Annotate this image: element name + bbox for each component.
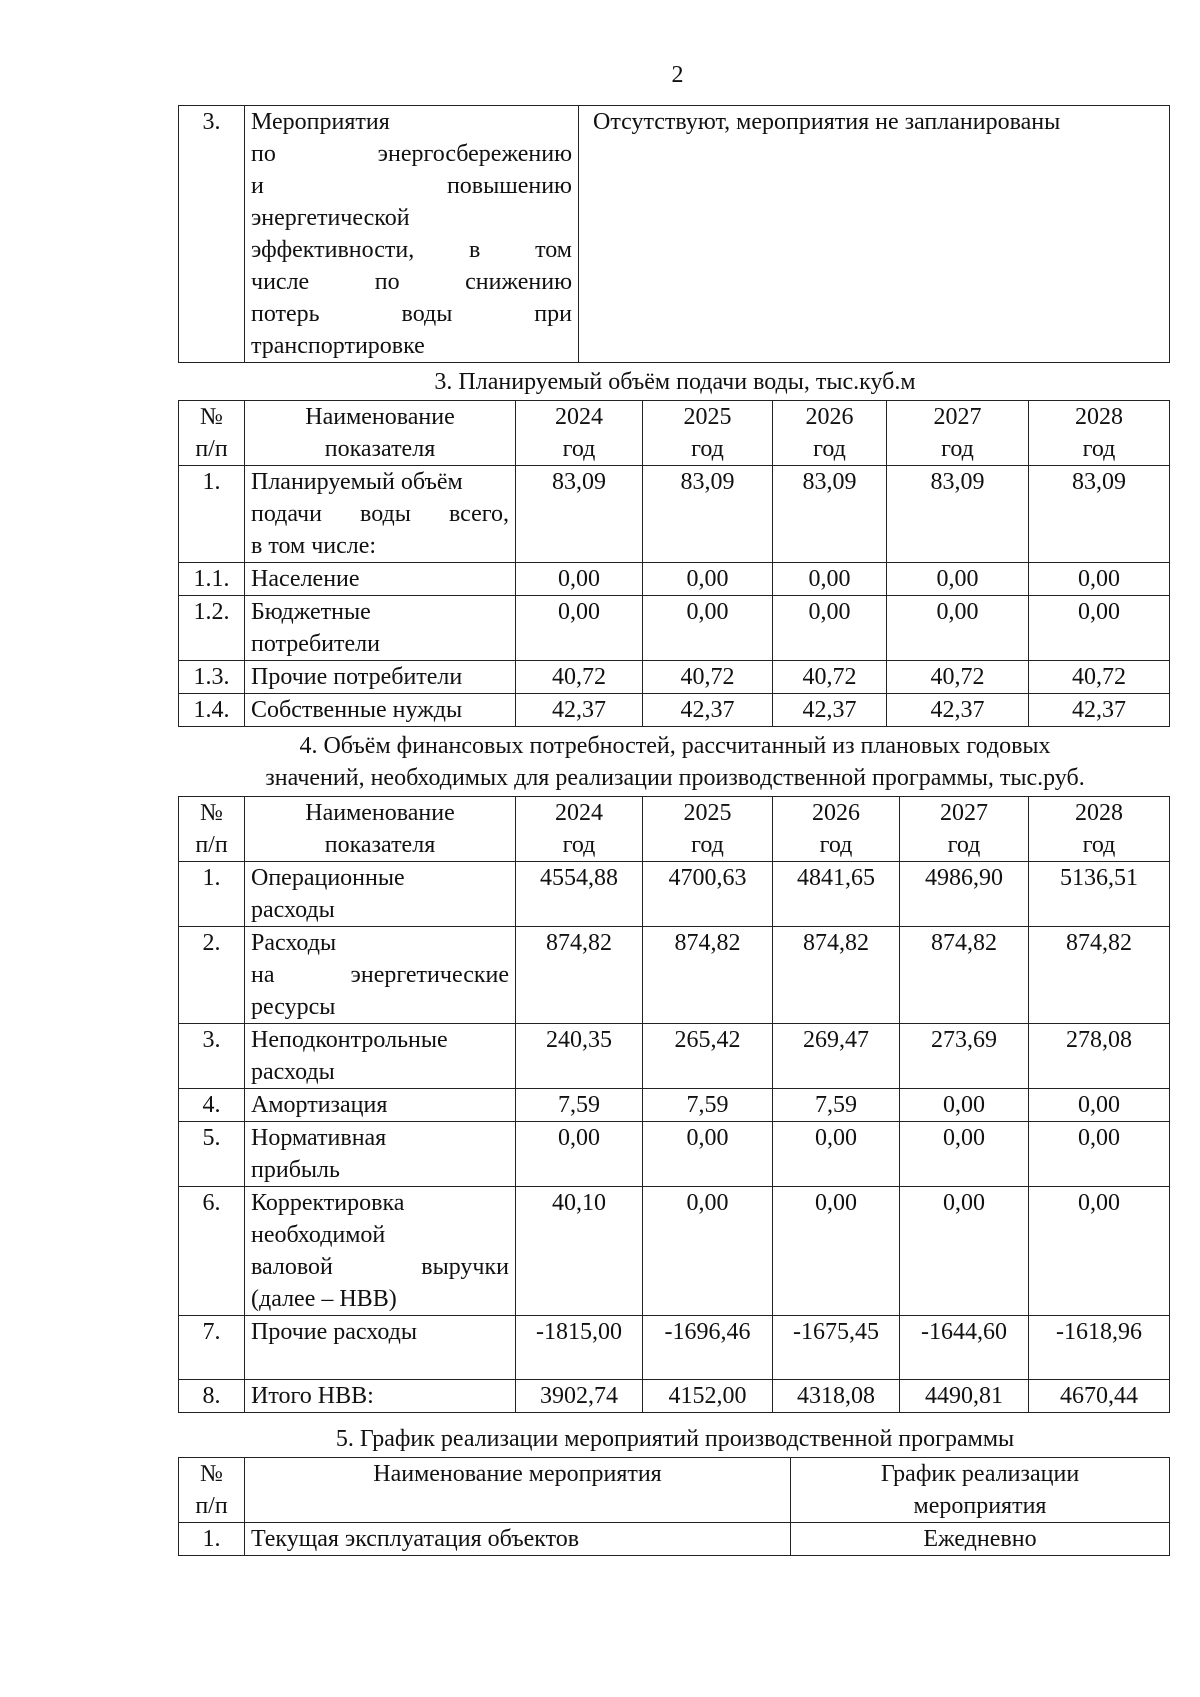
section4-title-line: значений, необходимых для реализации производственной программы, тыс.руб. bbox=[265, 765, 1085, 791]
table-row bbox=[179, 563, 1170, 596]
row-number: 1.4. bbox=[179, 694, 245, 727]
value-cell: 874,82 bbox=[1029, 927, 1170, 1024]
value-cell: 42,37 bbox=[887, 694, 1029, 727]
value-cell: 0,00 bbox=[516, 1122, 643, 1187]
table-row bbox=[179, 1187, 1170, 1316]
table-row bbox=[179, 1122, 1170, 1187]
measure-name bbox=[245, 106, 579, 363]
value-cell: 83,09 bbox=[516, 466, 643, 563]
schedule-value: Ежедневно bbox=[791, 1523, 1170, 1556]
row-number: 1.1. bbox=[179, 563, 245, 596]
header-schedule: График реализации мероприятия bbox=[791, 1458, 1170, 1523]
value-cell: 40,10 bbox=[516, 1187, 643, 1316]
header-num: № п/п bbox=[179, 797, 245, 862]
value-cell: 273,69 bbox=[900, 1024, 1029, 1089]
row-number: 5. bbox=[179, 1122, 245, 1187]
value-cell: 0,00 bbox=[773, 1187, 900, 1316]
value-cell: 40,72 bbox=[643, 661, 773, 694]
value-cell: 4554,88 bbox=[516, 862, 643, 927]
value-cell: 42,37 bbox=[516, 694, 643, 727]
row-name: Население bbox=[245, 563, 516, 596]
row-name: Амортизация bbox=[245, 1089, 516, 1122]
header-year: 2027 год bbox=[887, 401, 1029, 466]
value-cell: 0,00 bbox=[643, 1122, 773, 1187]
page-number: 2 bbox=[671, 62, 684, 88]
name-line: и повышению bbox=[251, 173, 572, 199]
row-number: 4. bbox=[179, 1089, 245, 1122]
value-cell: 240,35 bbox=[516, 1024, 643, 1089]
table-row bbox=[179, 694, 1170, 727]
value-cell: -1815,00 bbox=[516, 1316, 643, 1380]
row-number: 1. bbox=[179, 862, 245, 927]
value-cell: 874,82 bbox=[516, 927, 643, 1024]
value-cell: 0,00 bbox=[643, 563, 773, 596]
value-cell: 0,00 bbox=[1029, 563, 1170, 596]
section3-title: 3. Планируемый объём подачи воды, тыс.куб.м bbox=[434, 369, 916, 395]
header-year: 2025 год bbox=[643, 401, 773, 466]
value-cell: 40,72 bbox=[1029, 661, 1170, 694]
header-year: 2024 год bbox=[516, 797, 643, 862]
header-year: 2028 год bbox=[1029, 797, 1170, 862]
value-cell: 0,00 bbox=[887, 596, 1029, 661]
value-cell: 0,00 bbox=[1029, 1089, 1170, 1122]
value-cell: 874,82 bbox=[773, 927, 900, 1024]
value-cell: 4841,65 bbox=[773, 862, 900, 927]
row-name: Прочие расходы bbox=[245, 1316, 516, 1380]
header-num: № п/п bbox=[179, 401, 245, 466]
water-supply-table bbox=[178, 400, 1170, 727]
header-year: 2028 год bbox=[1029, 401, 1170, 466]
table-row bbox=[179, 596, 1170, 661]
header-year: 2025 год bbox=[643, 797, 773, 862]
value-cell: -1644,60 bbox=[900, 1316, 1029, 1380]
header-year: 2024 год bbox=[516, 401, 643, 466]
value-cell: 0,00 bbox=[887, 563, 1029, 596]
name-line: энергетической bbox=[251, 205, 410, 231]
row-name: Расходы на энергетические ресурсы bbox=[245, 927, 516, 1024]
value-cell: 0,00 bbox=[773, 563, 887, 596]
row-name: Операционные расходы bbox=[245, 862, 516, 927]
row-name: Корректировка необходимой валовой выручки (далее – НВВ) bbox=[245, 1187, 516, 1316]
value-cell: 42,37 bbox=[773, 694, 887, 727]
row-number: 1.2. bbox=[179, 596, 245, 661]
value-cell: 0,00 bbox=[1029, 1122, 1170, 1187]
row-number: 2. bbox=[179, 927, 245, 1024]
value-cell: 4986,90 bbox=[900, 862, 1029, 927]
value-cell: 0,00 bbox=[773, 1122, 900, 1187]
value-cell: 83,09 bbox=[1029, 466, 1170, 563]
row-number: 7. bbox=[179, 1316, 245, 1380]
header-name: Наименование показателя bbox=[245, 401, 516, 466]
financial-needs-table bbox=[178, 796, 1170, 1413]
value-cell: 4490,81 bbox=[900, 1380, 1029, 1413]
table-row bbox=[179, 862, 1170, 927]
row-number: 1. bbox=[179, 1523, 245, 1556]
name-line: Мероприятия bbox=[251, 109, 390, 135]
value-cell: 4670,44 bbox=[1029, 1380, 1170, 1413]
header-year: 2026 год bbox=[773, 401, 887, 466]
measure-status: Отсутствуют, мероприятия не запланированы bbox=[579, 106, 1170, 363]
value-cell: 0,00 bbox=[1029, 596, 1170, 661]
table-row bbox=[179, 1523, 1170, 1556]
value-cell: 7,59 bbox=[773, 1089, 900, 1122]
value-cell: 7,59 bbox=[643, 1089, 773, 1122]
value-cell: 40,72 bbox=[516, 661, 643, 694]
name-line: транспортировке bbox=[251, 333, 425, 359]
row-number: 1.3. bbox=[179, 661, 245, 694]
table-row bbox=[179, 466, 1170, 563]
value-cell: 874,82 bbox=[643, 927, 773, 1024]
value-cell: 42,37 bbox=[1029, 694, 1170, 727]
value-cell: 83,09 bbox=[773, 466, 887, 563]
row-number: 8. bbox=[179, 1380, 245, 1413]
row-number: 3. bbox=[179, 1024, 245, 1089]
row-name: Прочие потребители bbox=[245, 661, 516, 694]
table-row bbox=[179, 1380, 1170, 1413]
value-cell: 269,47 bbox=[773, 1024, 900, 1089]
row-number: 3. bbox=[179, 106, 245, 363]
value-cell: 0,00 bbox=[1029, 1187, 1170, 1316]
value-cell: 0,00 bbox=[900, 1089, 1029, 1122]
table-row bbox=[179, 1024, 1170, 1089]
section4-title bbox=[180, 730, 1170, 794]
value-cell: 83,09 bbox=[643, 466, 773, 563]
value-cell: 0,00 bbox=[773, 596, 887, 661]
name-line: потерь воды при bbox=[251, 301, 572, 327]
value-cell: 7,59 bbox=[516, 1089, 643, 1122]
header-num: № п/п bbox=[179, 1458, 245, 1523]
value-cell: 0,00 bbox=[516, 563, 643, 596]
value-cell: -1618,96 bbox=[1029, 1316, 1170, 1380]
row-number: 6. bbox=[179, 1187, 245, 1316]
value-cell: 0,00 bbox=[643, 596, 773, 661]
row-name: Текущая эксплуатация объектов bbox=[245, 1523, 791, 1556]
value-cell: 0,00 bbox=[900, 1122, 1029, 1187]
value-cell: 42,37 bbox=[643, 694, 773, 727]
name-line: по энергосбережению bbox=[251, 141, 572, 167]
value-cell: 0,00 bbox=[900, 1187, 1029, 1316]
value-cell: 0,00 bbox=[516, 596, 643, 661]
table-header-row bbox=[179, 1458, 1170, 1523]
header-name: Наименование мероприятия bbox=[245, 1458, 791, 1523]
value-cell: 278,08 bbox=[1029, 1024, 1170, 1089]
value-cell: 4152,00 bbox=[643, 1380, 773, 1413]
schedule-table bbox=[178, 1457, 1170, 1556]
row-number: 1. bbox=[179, 466, 245, 563]
value-cell: 40,72 bbox=[773, 661, 887, 694]
name-line: числе по снижению bbox=[251, 269, 572, 295]
table-header-row bbox=[179, 797, 1170, 862]
value-cell: -1696,46 bbox=[643, 1316, 773, 1380]
name-line: эффективности, в том bbox=[251, 237, 572, 263]
value-cell: 265,42 bbox=[643, 1024, 773, 1089]
value-cell: 40,72 bbox=[887, 661, 1029, 694]
value-cell: 83,09 bbox=[887, 466, 1029, 563]
value-cell: -1675,45 bbox=[773, 1316, 900, 1380]
table-row bbox=[179, 1316, 1170, 1380]
measures-table bbox=[178, 105, 1170, 363]
row-name: Собственные нужды bbox=[245, 694, 516, 727]
table-row bbox=[179, 1089, 1170, 1122]
row-name: Нормативная прибыль bbox=[245, 1122, 516, 1187]
value-cell: 3902,74 bbox=[516, 1380, 643, 1413]
value-cell: 5136,51 bbox=[1029, 862, 1170, 927]
row-name: Неподконтрольные расходы bbox=[245, 1024, 516, 1089]
table-row bbox=[179, 927, 1170, 1024]
header-year: 2026 год bbox=[773, 797, 900, 862]
row-name: Бюджетные потребители bbox=[245, 596, 516, 661]
section5-title: 5. График реализации мероприятий производственной программы bbox=[335, 1426, 1015, 1452]
header-name: Наименование показателя bbox=[245, 797, 516, 862]
row-name: Планируемый объём подачи воды всего, в том числе: bbox=[245, 466, 516, 563]
section4-title-line: 4. Объём финансовых потребностей, рассчитанный из плановых годовых bbox=[299, 733, 1051, 759]
table-row bbox=[179, 661, 1170, 694]
value-cell: 4318,08 bbox=[773, 1380, 900, 1413]
row-name: Итого НВВ: bbox=[245, 1380, 516, 1413]
value-cell: 4700,63 bbox=[643, 862, 773, 927]
table-row bbox=[179, 106, 1170, 363]
value-cell: 0,00 bbox=[643, 1187, 773, 1316]
header-year: 2027 год bbox=[900, 797, 1029, 862]
table-header-row bbox=[179, 401, 1170, 466]
value-cell: 874,82 bbox=[900, 927, 1029, 1024]
